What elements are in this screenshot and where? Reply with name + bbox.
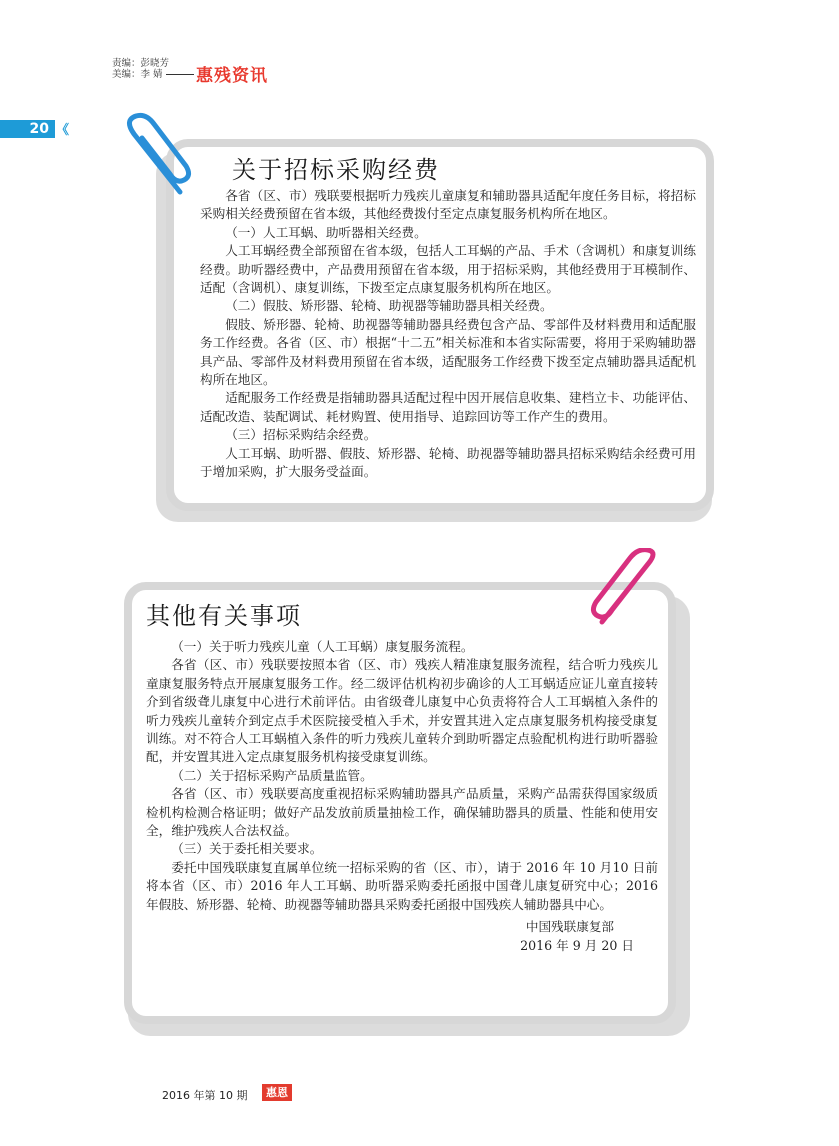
- paragraph: 适配服务工作经费是指辅助器具适配过程中因开展信息收集、建档立卡、功能评估、适配改造、装配调试、耗材购置、使用指导、追踪回访等工作产生的费用。: [200, 390, 696, 424]
- paragraph: 各省（区、市）残联要高度重视招标采购辅助器具产品质量，采购产品需获得国家级质检机构检测合格证明；做好产品发放前质量抽检工作，确保辅助器具的质量、性能和使用安全，维护残疾人合法权益。: [146, 786, 658, 839]
- editor-line: 责编：彭晓芳: [112, 58, 170, 69]
- paragraph: 人工耳蜗经费全部预留在省本级，包括人工耳蜗的产品、手术（含调机）和康复训练经费。助听器经费中，产品费用预留在省本级，用于招标采购，其他经费用于耳模制作、适配（含调机）、康复训练，下拨至定点康复服务机构所在地区。: [200, 243, 696, 296]
- page-marks: 《: [56, 123, 70, 138]
- other-matters-card-body: [146, 638, 658, 955]
- paragraph: 各省（区、市）残联要根据听力残疾儿童康复和辅助器具适配年度任务目标，将招标采购相关经费预留在省本级，其他经费拨付至定点康复服务机构所在地区。: [200, 188, 696, 222]
- magenta-paperclip-icon: [586, 548, 670, 634]
- paragraph: 委托中国残联康复直属单位统一招标采购的省（区、市），请于 2016 年 10 月10 日前将本省（区、市）2016 年人工耳蜗、助听器采购委托函报中国聋儿康复研究中心；2016 年假肢、矫形器、轮椅、助视器等辅助器具采购委托函报中国残疾人辅助器具中心。: [146, 859, 658, 912]
- paragraph: （二）关于招标采购产品质量监管。: [171, 767, 373, 783]
- paragraph: （一）人工耳蜗、助听器相关经费。: [225, 224, 427, 240]
- funding-card-title: 关于招标采购经费: [232, 156, 440, 184]
- section-title: 惠残资讯: [196, 66, 268, 86]
- page-number: 20: [29, 121, 49, 137]
- designer-line: 美编：李 婧: [112, 69, 163, 80]
- paragraph: 假肢、矫形器、轮椅、助视器等辅助器具经费包含产品、零部件及材料费用和适配服务工作经费。各省（区、市）根据“十二五”相关标准和本省实际需要，将用于采购辅助器具产品、零部件及材料费用预留在省本级，适配服务工作经费下拨至定点辅助器具适配机构所在地区。: [200, 316, 696, 388]
- signature-org: 中国残联康复部: [525, 919, 614, 935]
- magazine-logo: 惠恩: [262, 1084, 292, 1101]
- issue-label: 2016 年第 10 期: [162, 1089, 248, 1102]
- funding-card-body: [200, 187, 696, 482]
- paragraph: 人工耳蜗、助听器、假肢、矫形器、轮椅、助视器等辅助器具招标采购结余经费可用于增加采购，扩大服务受益面。: [200, 445, 696, 480]
- page-number-tab: [0, 120, 55, 138]
- other-matters-card-title: 其他有关事项: [146, 602, 302, 630]
- paragraph: （三）招标采购结余经费。: [225, 427, 377, 443]
- blue-paperclip-icon: [112, 112, 196, 202]
- paragraph: 各省（区、市）残联要按照本省（区、市）残疾人精准康复服务流程，结合听力残疾儿童康复服务特点开展康复服务工作。经二级评估机构初步确诊的人工耳蜗适应证儿童直接转介到省级聋儿康复中心进行术前评估。由省级聋儿康复中心负责将符合人工耳蜗植入条件的听力残疾儿童转介到定点手术医院接受植入手术，并安置其进入定点康复服务机构接受康复训练。对不符合人工耳蜗植入条件的听力残疾儿童转介到助听器定点验配机构进行助听器验配，并安置其进入定点康复服务机构接受康复训练。: [146, 657, 658, 765]
- credit-divider: [166, 74, 194, 75]
- paragraph: （二）假肢、矫形器、轮椅、助视器等辅助器具相关经费。: [225, 298, 553, 314]
- editor-credits: [112, 58, 169, 80]
- paragraph: （三）关于委托相关要求。: [171, 841, 323, 857]
- paragraph: （一）关于听力残疾儿童（人工耳蜗）康复服务流程。: [171, 639, 474, 654]
- signature-date: 2016 年 9 月 20 日: [520, 937, 634, 953]
